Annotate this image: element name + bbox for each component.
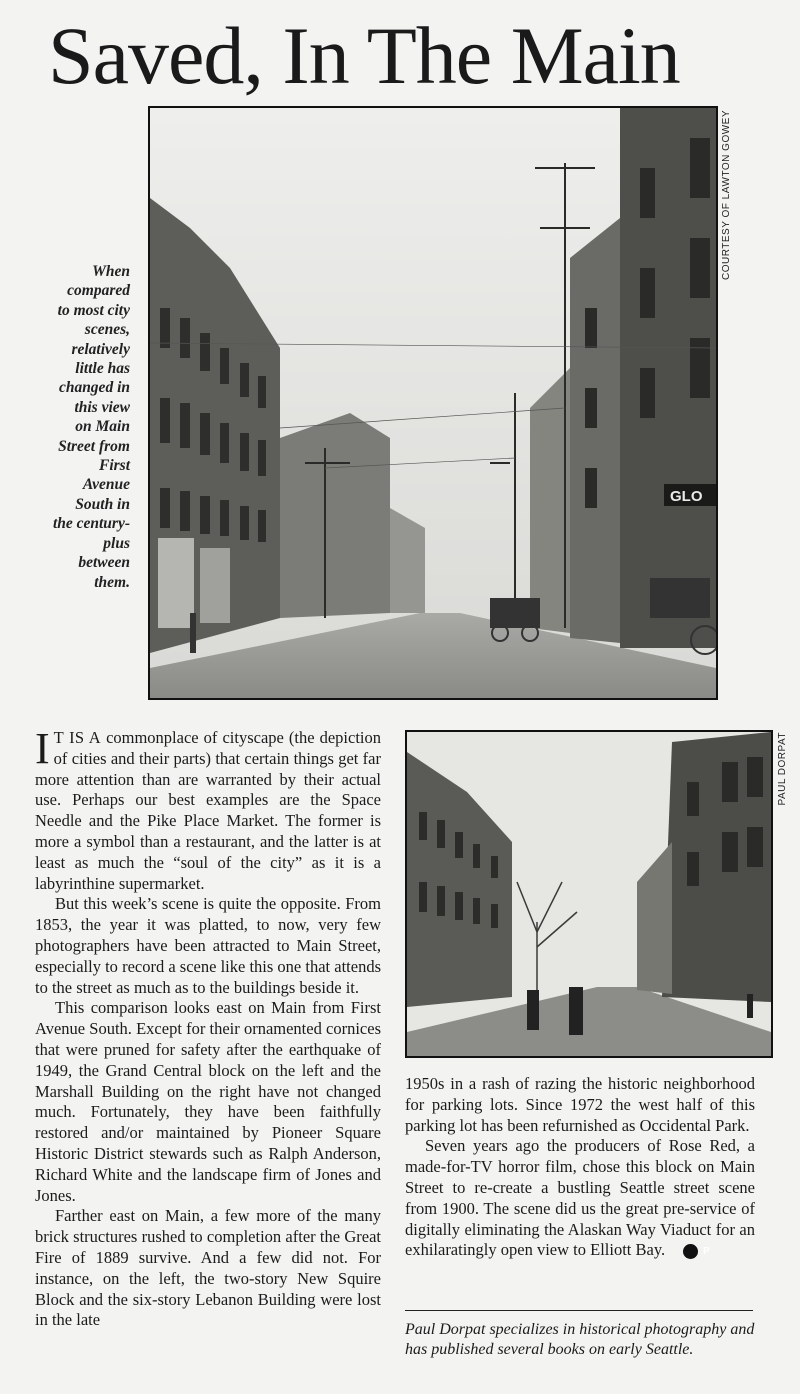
paragraph: 1950s in a rash of razing the historic neighborhood for parking lots. Since 1972 the west half of this parking lot has been refurnished as Occidental Park. [405,1074,755,1135]
caption-line: this view [74,398,130,416]
modern-street-illustration [407,732,771,1056]
caption-line: changed in [58,379,130,397]
caption-line: on Main [75,418,130,436]
article-column-left [35,724,381,1331]
caption-line: First [98,457,130,475]
paragraph: This comparison looks east on Main from First Avenue South. Except for their ornamented cornices that were pruned for safety after the earthquake of 1949, the Grand Central block on the left and the Marshall Building on the right have not changed much. Fortunately, they have been faithfully restored and/or maintained by Pioneer Square Historic District stewards such as Ralph Anderson, Richard White and the landscape firm of Jones and Jones. [35,998,381,1205]
paragraph: But this week’s scene is quite the opposite. From 1853, the year it was platted, to now, very few photographers have been attracted to Main Street, especially to record a scene like this one that attends to the street as much as to the buildings beside it. [35,894,381,997]
paragraph: Farther east on Main, a few more of the many brick structures rushed to completion after the Great Fire of 1889 survive. And a few did not. For instance, on the left, the two-story New Squire Block and the six-story Lebanon Building were lost in the late [35,1206,381,1330]
paragraph-text: Seven years ago the producers of Rose Red, a made-for-TV horror film, chose this block on Main Street to re-create a bustling Seattle street scene from 1900. The scene did us the great pre-service of digitally eliminating the Alaskan Way Viaduct for an exhilaratingly open view to Elliott Bay. [405,1136,755,1260]
historic-street-illustration [150,108,716,698]
caption-line: to most city [57,301,130,319]
storefront-sign: GLO [670,488,703,505]
caption-line: the century- [52,515,130,533]
photo-caption [20,262,130,592]
caption-line: South in [75,495,130,513]
photo-credit-top: COURTESY OF LAWTON GOWEY [721,110,732,280]
author-bio: Paul Dorpat specializes in historical photography and has published several books on early Seattle. [405,1321,755,1358]
caption-line: relatively [71,340,130,358]
caption-line: little has [75,360,130,378]
photo-credit-now: PAUL DORPAT [777,732,788,806]
caption-line: Street from [58,437,130,455]
divider [405,1310,753,1311]
caption-line: scenes, [84,321,130,339]
caption-line: When [92,263,130,280]
lead-caps: T IS A [53,728,102,747]
paragraph [405,1136,755,1261]
headline: Saved, In The Main [48,10,680,101]
caption-line: compared [67,282,130,300]
historic-photo [148,106,718,700]
caption-line: Avenue [82,476,130,494]
caption-line: plus [103,534,130,552]
paragraph [35,724,381,894]
article-column-right [405,1074,755,1261]
caption-line: between [78,554,130,572]
paragraph-text: commonplace of cityscape (the depiction of cities and their parts) that certain things get far more attention than are warranted by their actual use. Perhaps our best examples are the Space Needle and the Pike Place Market. The former is more a symbol than a restaurant, and the latter is at least as much the “soul of the city” as it is a labyrinthine supermarket. [35,728,381,893]
modern-photo [405,730,773,1058]
drop-cap: I [35,724,50,773]
caption-line: them. [94,573,130,591]
end-mark-icon: P [683,1244,698,1259]
